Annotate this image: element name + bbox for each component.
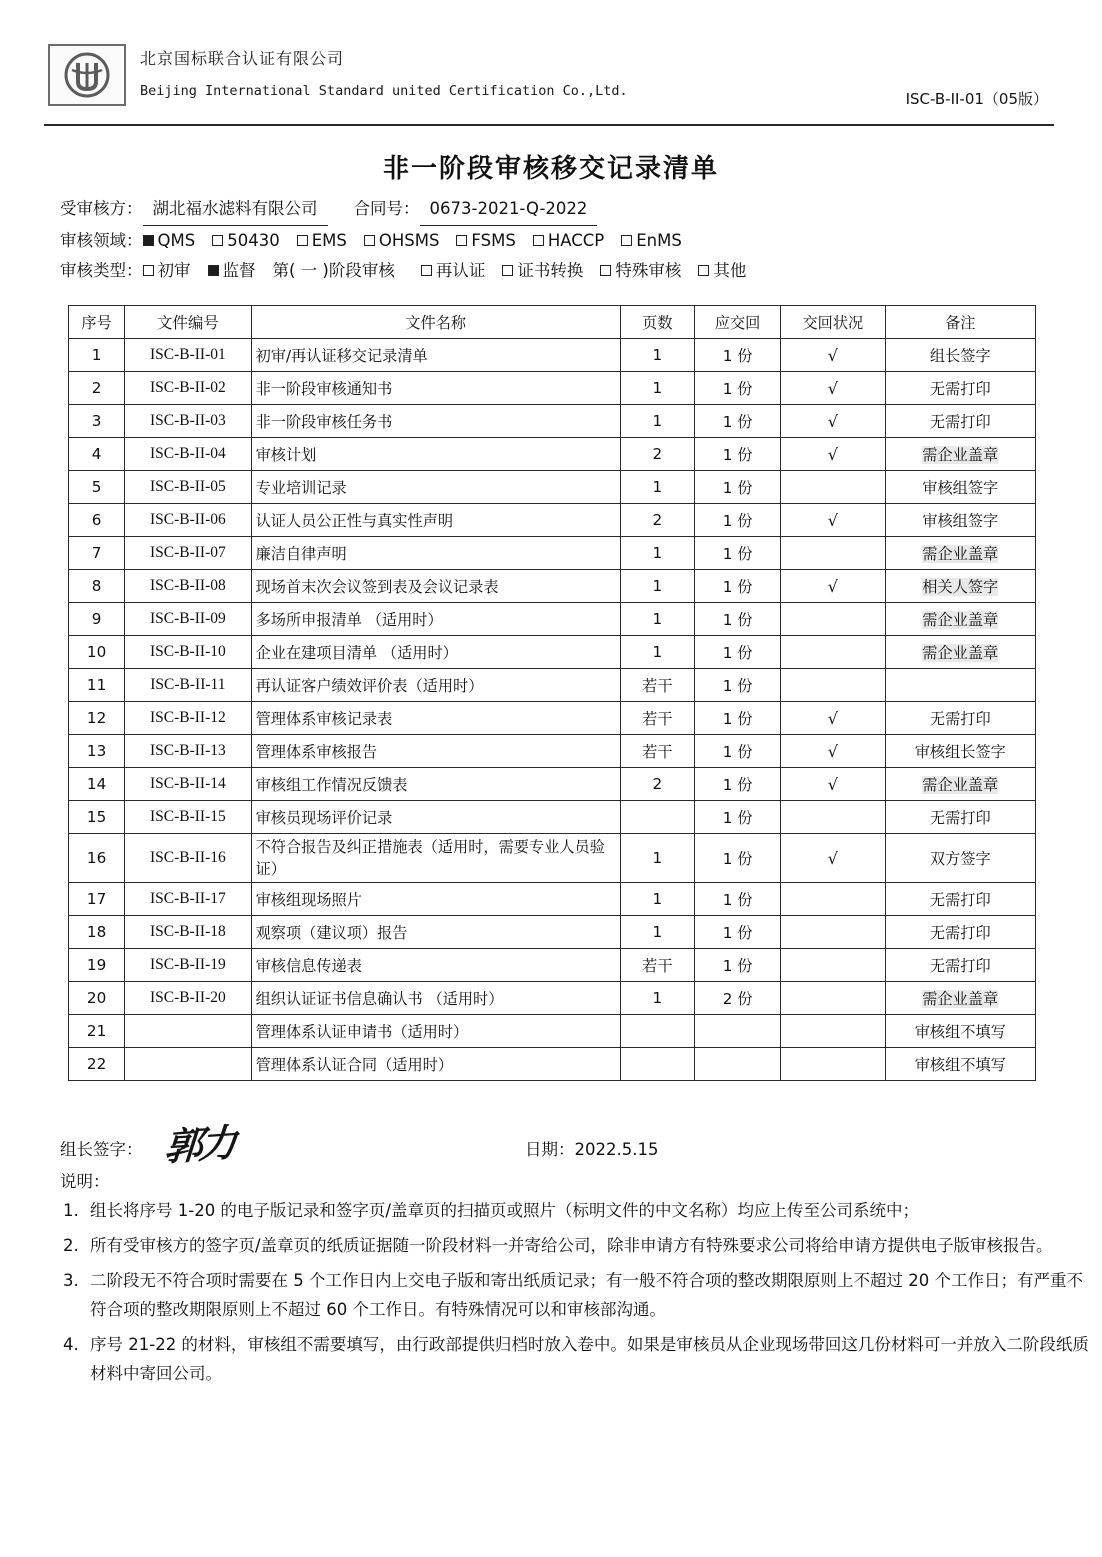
cell-due xyxy=(694,1015,780,1048)
notes-list xyxy=(46,1196,1094,1394)
audit-field-row xyxy=(60,226,1060,256)
cell-due: 1 份 xyxy=(694,669,780,702)
field-option-label: HACCP xyxy=(547,231,605,250)
cell-seq: 21 xyxy=(69,1015,125,1048)
cell-name: 初审/再认证移交记录清单 xyxy=(251,339,620,372)
checkbox-icon[interactable] xyxy=(502,265,513,276)
cell-name: 企业在建项目清单 （适用时） xyxy=(251,636,620,669)
cell-code xyxy=(125,1015,251,1048)
table-row xyxy=(69,768,1036,801)
table-row xyxy=(69,949,1036,982)
cell-name: 管理体系认证合同（适用时） xyxy=(251,1048,620,1081)
table-row xyxy=(69,1048,1036,1081)
checkbox-icon[interactable] xyxy=(621,235,632,246)
cell-seq: 15 xyxy=(69,801,125,834)
cell-code: ISC-B-II-01 xyxy=(125,339,251,372)
organization-name xyxy=(140,46,628,104)
cell-seq: 8 xyxy=(69,570,125,603)
page-title: 非一阶段审核移交记录清单 xyxy=(382,154,719,184)
table-row xyxy=(69,801,1036,834)
cell-name: 非一阶段审核通知书 xyxy=(251,372,620,405)
field-option-label: QMS xyxy=(157,231,196,250)
note-highlight: 需企业盖章 xyxy=(922,775,999,794)
cell-code: ISC-B-II-09 xyxy=(125,603,251,636)
cell-code: ISC-B-II-02 xyxy=(125,372,251,405)
cell-seq: 12 xyxy=(69,702,125,735)
cell-name: 审核组现场照片 xyxy=(251,883,620,916)
column-header-code: 文件编号 xyxy=(125,306,251,339)
cell-due: 1 份 xyxy=(694,603,780,636)
table-row xyxy=(69,883,1036,916)
cell-state xyxy=(781,603,885,636)
cell-note: 审核组不填写 xyxy=(885,1048,1036,1081)
cell-note xyxy=(885,570,1036,603)
field-option-label: EnMS xyxy=(636,231,682,250)
cell-code: ISC-B-II-06 xyxy=(125,504,251,537)
table-row xyxy=(69,1015,1036,1048)
table-row xyxy=(69,471,1036,504)
cell-code: ISC-B-II-18 xyxy=(125,916,251,949)
cell-pages: 若干 xyxy=(620,702,694,735)
checkbox-icon[interactable] xyxy=(364,235,375,246)
cell-pages: 若干 xyxy=(620,949,694,982)
cell-pages: 1 xyxy=(620,537,694,570)
type-option-label: 监督 xyxy=(222,261,256,280)
cell-note xyxy=(885,768,1036,801)
cell-code: ISC-B-II-07 xyxy=(125,537,251,570)
cell-note: 双方签字 xyxy=(885,834,1036,883)
cell-pages: 1 xyxy=(620,636,694,669)
cell-seq: 11 xyxy=(69,669,125,702)
checkbox-icon[interactable] xyxy=(600,265,611,276)
cell-pages: 1 xyxy=(620,883,694,916)
cell-due: 1 份 xyxy=(694,801,780,834)
cell-state xyxy=(781,636,885,669)
cell-state: √ xyxy=(781,570,885,603)
cell-code: ISC-B-II-08 xyxy=(125,570,251,603)
cell-pages: 2 xyxy=(620,504,694,537)
column-header-due: 应交回 xyxy=(694,306,780,339)
table-row xyxy=(69,603,1036,636)
cell-due: 1 份 xyxy=(694,537,780,570)
audit-field-label: 审核领域： xyxy=(60,231,143,250)
cell-note: 组长签字 xyxy=(885,339,1036,372)
cell-seq: 16 xyxy=(69,834,125,883)
cell-state xyxy=(781,801,885,834)
table-row xyxy=(69,339,1036,372)
contract-label: 合同号： xyxy=(353,199,420,218)
cell-due: 1 份 xyxy=(694,768,780,801)
cell-seq: 18 xyxy=(69,916,125,949)
cell-pages: 1 xyxy=(620,471,694,504)
cell-due: 1 份 xyxy=(694,636,780,669)
cell-seq: 19 xyxy=(69,949,125,982)
table-row xyxy=(69,916,1036,949)
auditee-label: 受审核方： xyxy=(60,199,143,218)
cell-name: 廉洁自律声明 xyxy=(251,537,620,570)
type-option-surveillance[interactable] xyxy=(208,256,256,286)
cell-seq: 2 xyxy=(69,372,125,405)
note-item: 1. 组长将序号 1-20 的电子版记录和签字页/盖章页的扫描页或照片（标明文件的中文名称）均应上传至公司系统中； xyxy=(84,1196,1094,1225)
cell-state xyxy=(781,883,885,916)
type-option-label: 其他 xyxy=(713,261,747,280)
type-option-label: 再认证 xyxy=(435,261,486,280)
cell-pages: 2 xyxy=(620,438,694,471)
cell-state xyxy=(781,669,885,702)
table-row xyxy=(69,669,1036,702)
cell-pages: 1 xyxy=(620,603,694,636)
cell-code: ISC-B-II-19 xyxy=(125,949,251,982)
checkbox-icon[interactable] xyxy=(143,235,154,246)
cell-note: 无需打印 xyxy=(885,702,1036,735)
cell-note xyxy=(885,603,1036,636)
cell-note: 无需打印 xyxy=(885,916,1036,949)
org-name-cn: 北京国标联合认证有限公司 xyxy=(140,49,345,68)
cell-due: 1 份 xyxy=(694,916,780,949)
cell-due: 1 份 xyxy=(694,949,780,982)
table-row xyxy=(69,438,1036,471)
meta-block xyxy=(60,194,1060,286)
cell-seq: 22 xyxy=(69,1048,125,1081)
type-option-initial[interactable] xyxy=(143,256,191,286)
cell-code: ISC-B-II-16 xyxy=(125,834,251,883)
type-option-other[interactable] xyxy=(698,256,746,286)
note-highlight: 需企业盖章 xyxy=(922,445,999,464)
column-header-state: 交回状况 xyxy=(781,306,885,339)
cell-pages: 1 xyxy=(620,339,694,372)
cell-seq: 9 xyxy=(69,603,125,636)
checkbox-icon[interactable] xyxy=(208,265,219,276)
cell-due: 2 份 xyxy=(694,982,780,1015)
field-option-label: FSMS xyxy=(471,231,516,250)
auditee-row xyxy=(60,194,1060,226)
note-item: 3. 二阶段无不符合项时需要在 5 个工作日内上交电子版和寄出纸质记录；有一般不符合项的整改期限原则上不超过 20 个工作日；有严重不符合项的整改期限原则上不超过 60 个工作日。有特殊情况可以和审核部沟通。 xyxy=(84,1266,1094,1324)
cell-code: ISC-B-II-15 xyxy=(125,801,251,834)
cell-code: ISC-B-II-17 xyxy=(125,883,251,916)
cell-seq: 4 xyxy=(69,438,125,471)
cell-name: 专业培训记录 xyxy=(251,471,620,504)
type-option-transfer[interactable] xyxy=(502,256,583,286)
cell-note: 无需打印 xyxy=(885,372,1036,405)
cell-due: 1 份 xyxy=(694,504,780,537)
note-highlight: 需企业盖章 xyxy=(922,610,999,629)
cell-name: 管理体系认证申请书（适用时） xyxy=(251,1015,620,1048)
cell-pages: 若干 xyxy=(620,669,694,702)
cell-name: 管理体系审核记录表 xyxy=(251,702,620,735)
cell-code: ISC-B-II-04 xyxy=(125,438,251,471)
cell-state: √ xyxy=(781,372,885,405)
cell-name: 认证人员公正性与真实性声明 xyxy=(251,504,620,537)
cell-note xyxy=(885,669,1036,702)
header-divider xyxy=(44,124,1054,126)
note-item: 4. 序号 21-22 的材料，审核组不需要填写，由行政部提供归档时放入卷中。如果是审核员从企业现场带回这几份材料可一并放入二阶段纸质材料中寄回公司。 xyxy=(84,1330,1094,1388)
column-header-pages: 页数 xyxy=(620,306,694,339)
cell-state: √ xyxy=(781,768,885,801)
note-highlight: 需企业盖章 xyxy=(922,989,999,1008)
type-option-label: 初审 xyxy=(157,261,191,280)
column-header-note: 备注 xyxy=(885,306,1036,339)
cell-due: 1 份 xyxy=(694,570,780,603)
cell-note xyxy=(885,636,1036,669)
checkbox-icon[interactable] xyxy=(698,265,709,276)
table-row xyxy=(69,405,1036,438)
cell-name: 再认证客户绩效评价表（适用时） xyxy=(251,669,620,702)
checkbox-icon[interactable] xyxy=(143,265,154,276)
audit-type-row xyxy=(60,256,1060,286)
cell-code: ISC-B-II-12 xyxy=(125,702,251,735)
cell-name: 观察项（建议项）报告 xyxy=(251,916,620,949)
checkbox-icon[interactable] xyxy=(456,235,467,246)
cell-pages: 1 xyxy=(620,570,694,603)
cell-state: √ xyxy=(781,702,885,735)
cell-pages xyxy=(620,1048,694,1081)
cell-name: 管理体系审核报告 xyxy=(251,735,620,768)
cell-code xyxy=(125,1048,251,1081)
cell-pages: 1 xyxy=(620,834,694,883)
cell-state: √ xyxy=(781,405,885,438)
cell-state: √ xyxy=(781,438,885,471)
field-option-ems[interactable] xyxy=(297,226,347,256)
cell-state xyxy=(781,1015,885,1048)
cell-pages xyxy=(620,801,694,834)
cell-seq: 1 xyxy=(69,339,125,372)
table-row xyxy=(69,702,1036,735)
cell-due: 1 份 xyxy=(694,702,780,735)
cell-pages: 1 xyxy=(620,372,694,405)
note-item: 2. 所有受审核方的签字页/盖章页的纸质证据随一阶段材料一并寄给公司，除非申请方有特殊要求公司将给申请方提供电子版审核报告。 xyxy=(84,1231,1094,1260)
cell-code: ISC-B-II-14 xyxy=(125,768,251,801)
cell-seq: 14 xyxy=(69,768,125,801)
checkbox-icon[interactable] xyxy=(421,265,432,276)
column-header-seq: 序号 xyxy=(69,306,125,339)
cell-code: ISC-B-II-05 xyxy=(125,471,251,504)
cell-seq: 5 xyxy=(69,471,125,504)
cell-due: 1 份 xyxy=(694,735,780,768)
cell-state xyxy=(781,916,885,949)
cell-name: 组织认证证书信息确认书 （适用时） xyxy=(251,982,620,1015)
field-option-label: EMS xyxy=(311,231,347,250)
cell-name: 不符合报告及纠正措施表（适用时，需要专业人员验证） xyxy=(251,834,620,883)
cell-name: 非一阶段审核任务书 xyxy=(251,405,620,438)
cell-seq: 7 xyxy=(69,537,125,570)
note-highlight: 需企业盖章 xyxy=(922,643,999,662)
company-seal-logo-icon xyxy=(48,44,126,106)
cell-due: 1 份 xyxy=(694,883,780,916)
cell-due xyxy=(694,1048,780,1081)
type-option-label: 特殊审核 xyxy=(615,261,682,280)
audit-type-label: 审核类型： xyxy=(60,261,143,280)
cell-state: √ xyxy=(781,834,885,883)
cell-seq: 10 xyxy=(69,636,125,669)
note-highlight: 相关人签字 xyxy=(922,577,999,596)
type-option-recert[interactable] xyxy=(421,256,486,286)
org-name-en: Beijing International Standard united Certification Co.,Ltd. xyxy=(140,83,628,99)
table-row xyxy=(69,982,1036,1015)
cell-pages: 若干 xyxy=(620,735,694,768)
cell-state xyxy=(781,537,885,570)
cell-note: 审核组长签字 xyxy=(885,735,1036,768)
cell-code: ISC-B-II-10 xyxy=(125,636,251,669)
field-option-qms[interactable] xyxy=(143,226,196,256)
table-row xyxy=(69,636,1036,669)
cell-name: 审核计划 xyxy=(251,438,620,471)
cell-note xyxy=(885,537,1036,570)
cell-due: 1 份 xyxy=(694,834,780,883)
field-option-label: 50430 xyxy=(227,231,280,250)
cell-seq: 6 xyxy=(69,504,125,537)
cell-note: 无需打印 xyxy=(885,883,1036,916)
contract-value: 0673-2021-Q-2022 xyxy=(420,194,598,226)
auditee-value: 湖北福水滤料有限公司 xyxy=(143,194,328,226)
cell-code: ISC-B-II-11 xyxy=(125,669,251,702)
cell-state xyxy=(781,1048,885,1081)
cell-note: 审核组签字 xyxy=(885,471,1036,504)
cell-seq: 13 xyxy=(69,735,125,768)
cell-pages: 1 xyxy=(620,405,694,438)
cell-state xyxy=(781,471,885,504)
cell-due: 1 份 xyxy=(694,405,780,438)
cell-name: 审核员现场评价记录 xyxy=(251,801,620,834)
cell-name: 多场所申报清单 （适用时） xyxy=(251,603,620,636)
field-option-ohsms[interactable] xyxy=(364,226,440,256)
signature-date: 日期：2022.5.15 xyxy=(525,1140,659,1159)
stage-text: 第( 一 )阶段审核 xyxy=(272,261,395,280)
cell-note: 审核组签字 xyxy=(885,504,1036,537)
type-option-label: 证书转换 xyxy=(517,261,584,280)
field-option-haccp[interactable] xyxy=(533,226,604,256)
cell-state: √ xyxy=(781,504,885,537)
checkbox-icon[interactable] xyxy=(533,235,544,246)
cell-due: 1 份 xyxy=(694,438,780,471)
cell-due: 1 份 xyxy=(694,471,780,504)
cell-state: √ xyxy=(781,735,885,768)
field-option-label: OHSMS xyxy=(378,231,440,250)
cell-name: 现场首末次会议签到表及会议记录表 xyxy=(251,570,620,603)
table-row xyxy=(69,834,1036,883)
cell-code: ISC-B-II-13 xyxy=(125,735,251,768)
table-row xyxy=(69,537,1036,570)
leader-signature-handwriting: 郭力 xyxy=(162,1119,235,1170)
cell-name: 审核组工作情况反馈表 xyxy=(251,768,620,801)
field-option-fsms[interactable] xyxy=(456,226,515,256)
cell-seq: 20 xyxy=(69,982,125,1015)
cell-note: 无需打印 xyxy=(885,405,1036,438)
cell-note: 无需打印 xyxy=(885,949,1036,982)
note-highlight: 需企业盖章 xyxy=(922,544,999,563)
cell-seq: 3 xyxy=(69,405,125,438)
leader-signature-label: 组长签字： xyxy=(60,1140,143,1159)
type-option-special[interactable] xyxy=(600,256,681,286)
cell-pages: 1 xyxy=(620,982,694,1015)
table-row xyxy=(69,504,1036,537)
field-option-50430[interactable] xyxy=(212,226,280,256)
explain-label: 说明： xyxy=(60,1172,110,1191)
cell-code: ISC-B-II-03 xyxy=(125,405,251,438)
cell-code: ISC-B-II-20 xyxy=(125,982,251,1015)
cell-pages: 1 xyxy=(620,916,694,949)
table-row xyxy=(69,372,1036,405)
cell-note: 无需打印 xyxy=(885,801,1036,834)
document-header xyxy=(48,44,1048,124)
document-list-table xyxy=(68,305,1036,1081)
checkbox-icon[interactable] xyxy=(212,235,223,246)
table-header-row xyxy=(69,306,1036,339)
cell-name: 审核信息传递表 xyxy=(251,949,620,982)
cell-state xyxy=(781,949,885,982)
cell-pages: 2 xyxy=(620,768,694,801)
table-row xyxy=(69,735,1036,768)
cell-seq: 17 xyxy=(69,883,125,916)
cell-note: 审核组不填写 xyxy=(885,1015,1036,1048)
cell-note xyxy=(885,982,1036,1015)
document-code: ISC-B-II-01（05版） xyxy=(905,90,1048,108)
cell-state: √ xyxy=(781,339,885,372)
cell-note xyxy=(885,438,1036,471)
table-row xyxy=(69,570,1036,603)
column-header-name: 文件名称 xyxy=(251,306,620,339)
field-option-enms[interactable] xyxy=(621,226,682,256)
cell-due: 1 份 xyxy=(694,372,780,405)
cell-pages xyxy=(620,1015,694,1048)
cell-due: 1 份 xyxy=(694,339,780,372)
checkbox-icon[interactable] xyxy=(297,235,308,246)
cell-state xyxy=(781,982,885,1015)
